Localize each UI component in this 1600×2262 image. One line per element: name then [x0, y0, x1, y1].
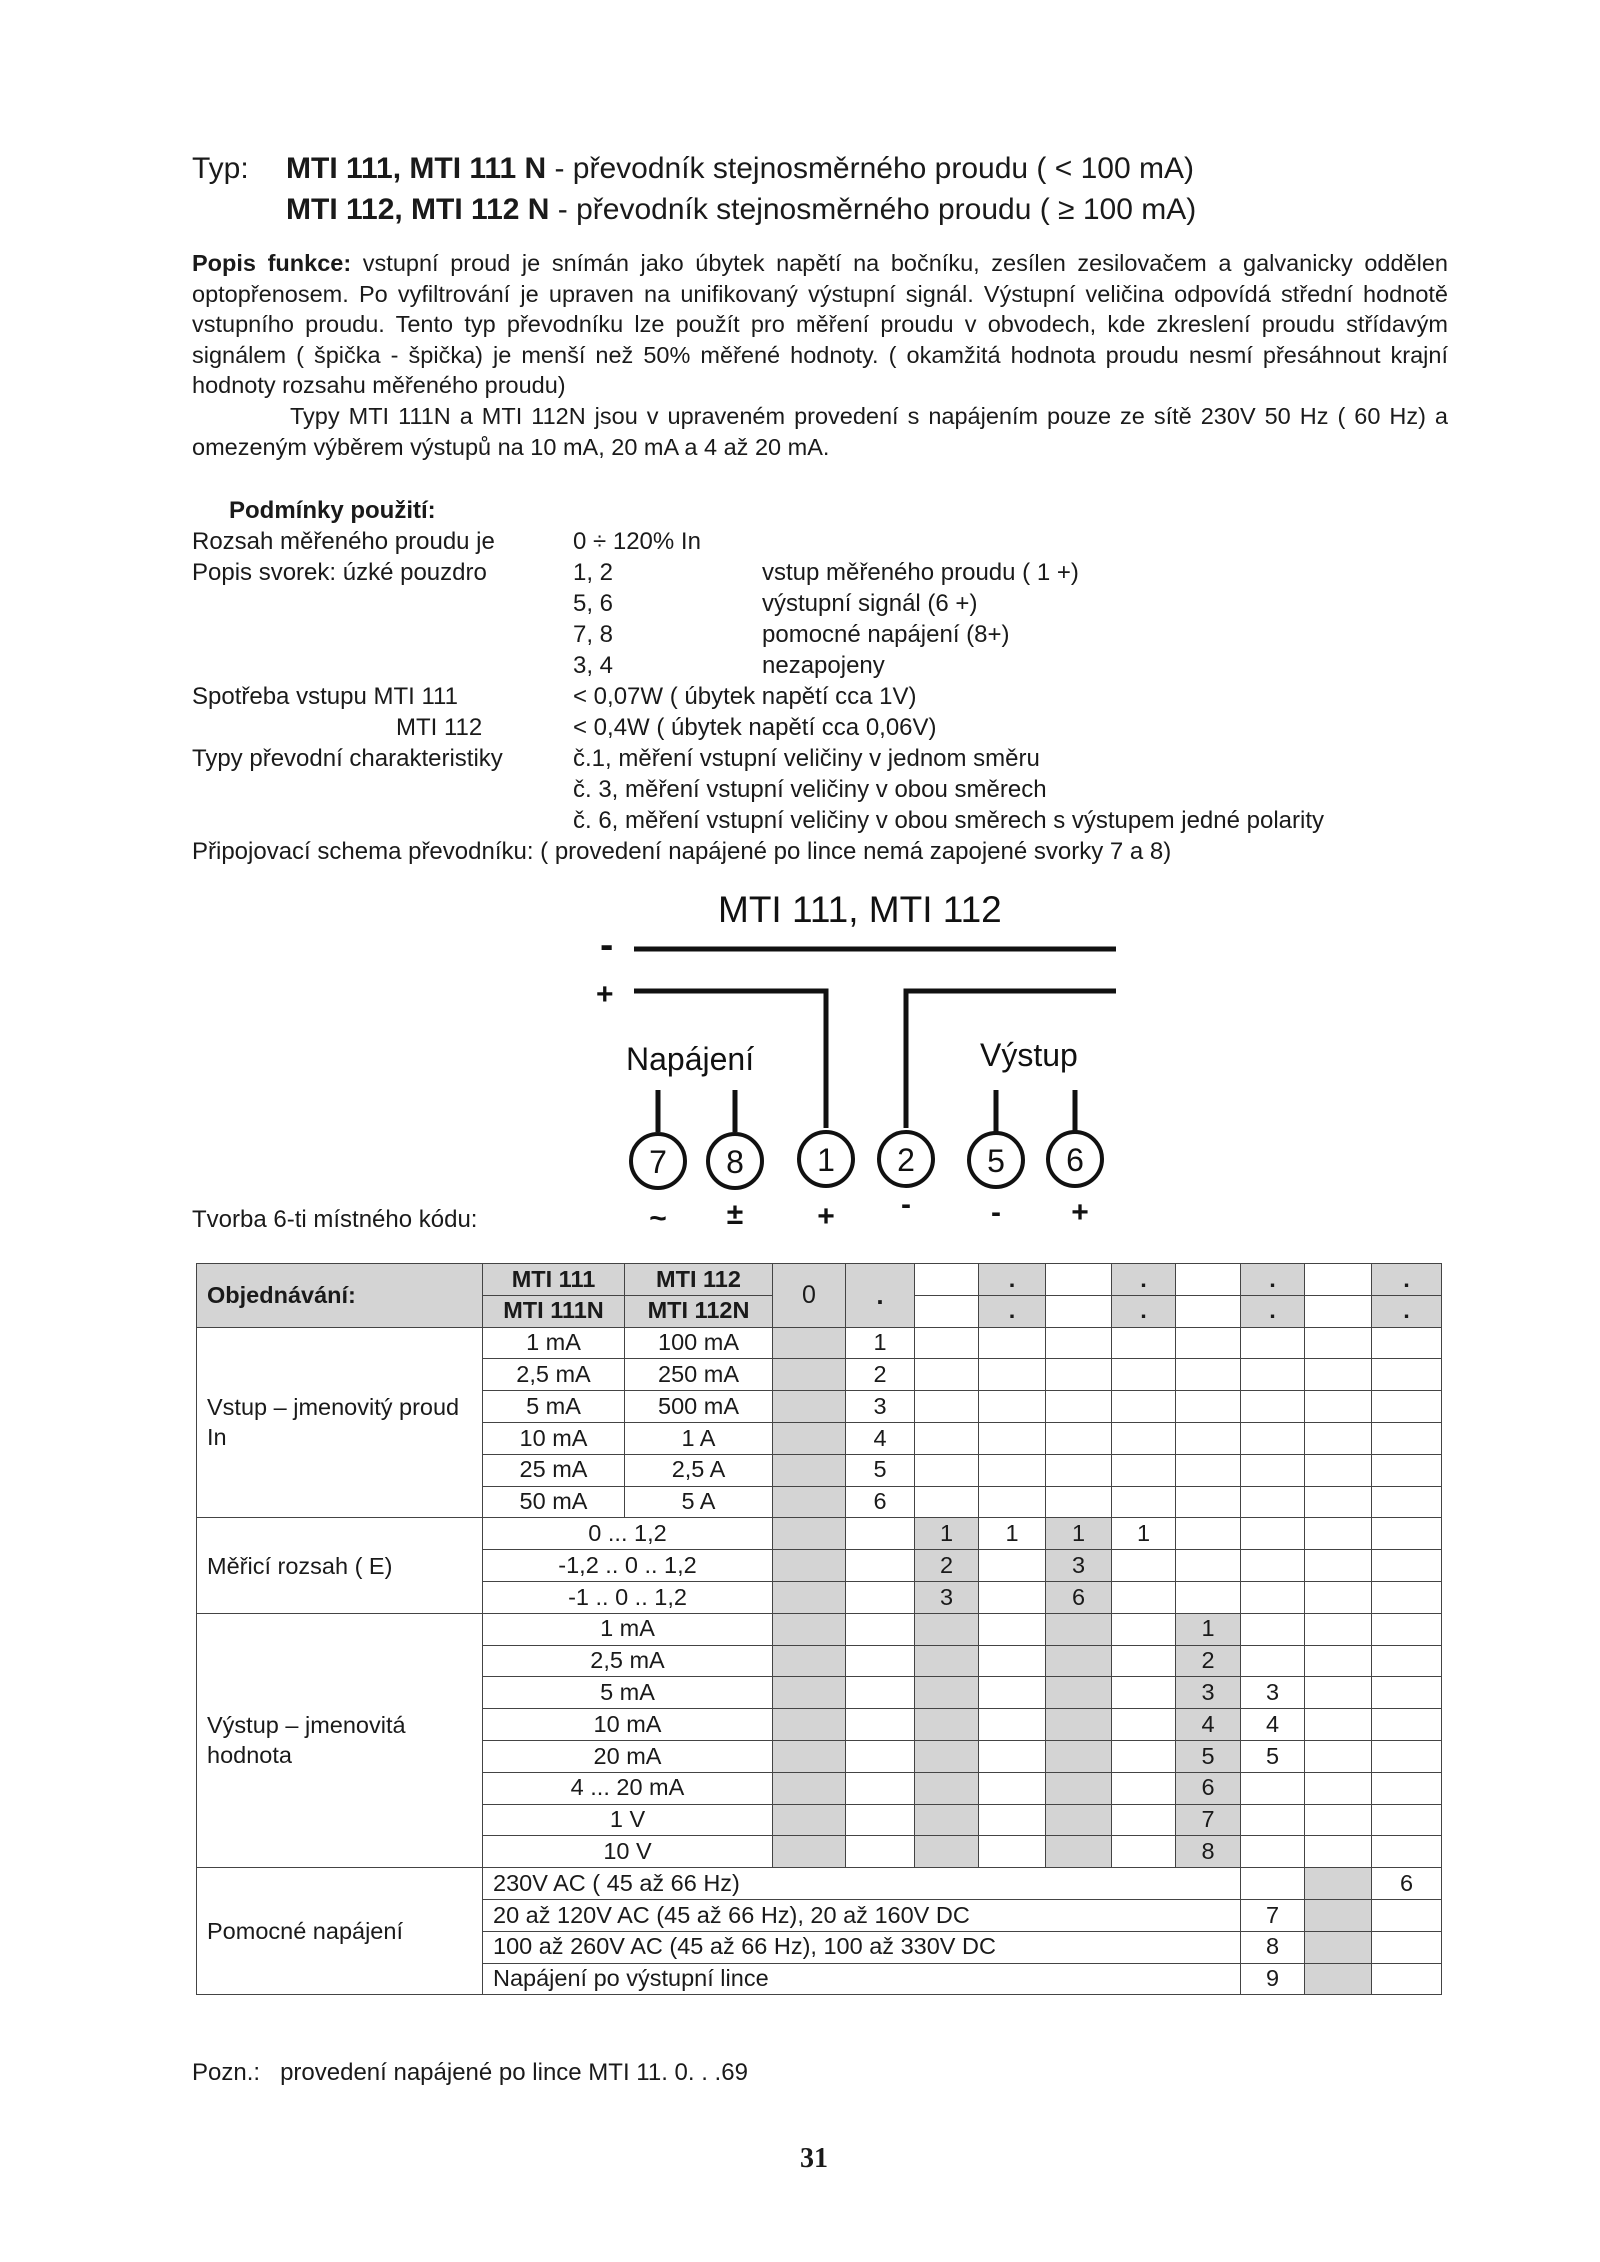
schema-label: Připojovací schema převodníku: ( provedení napájené po lince nemá zapojené svorky 7 a 8) — [192, 838, 1172, 865]
supply-code: 6 — [1372, 1868, 1442, 1900]
terminals-label: Popis svorek: úzké pouzdro — [192, 559, 487, 586]
supply-code: 9 — [1241, 1963, 1305, 1995]
code-cell — [915, 1264, 979, 1296]
types-label: Typy převodní charakteristiky — [192, 745, 503, 772]
output-code: 3 — [1176, 1677, 1241, 1709]
consumption-label: Spotřeba vstupu MTI 111 — [192, 683, 458, 710]
range-code: 3 — [1046, 1550, 1112, 1582]
type-desc-1: - převodník stejnosměrného proudu ( < 100 mA) — [546, 152, 1194, 185]
output-code: 7 — [1176, 1804, 1241, 1836]
input-value: 25 mA — [483, 1454, 625, 1486]
input-value: 2,5 mA — [483, 1359, 625, 1391]
range-group-label: Měřicí rozsah ( E) — [197, 1518, 483, 1613]
input-value: 1 A — [625, 1422, 773, 1454]
supply-code — [1372, 1963, 1442, 1995]
model-cell: MTI 111N — [483, 1295, 625, 1327]
range-label: Rozsah měřeného proudu je — [192, 528, 495, 555]
type-label: Typ: — [192, 152, 249, 185]
output-code: 6 — [1176, 1772, 1241, 1804]
polarity-label: - — [901, 1188, 911, 1221]
code-cell — [1046, 1264, 1112, 1296]
polarity-label: ~ — [649, 1202, 667, 1235]
range-code: 6 — [1046, 1581, 1112, 1613]
output-value: 2,5 mA — [483, 1645, 773, 1677]
output-value: 10 V — [483, 1836, 773, 1868]
range-value: 0 ÷ 120% In — [573, 528, 701, 555]
code-cell — [915, 1295, 979, 1327]
type-desc-2: - převodník stejnosměrného proudu ( ≥ 100 mA) — [549, 193, 1197, 226]
table-row — [197, 1613, 1442, 1645]
range-code: 1 — [915, 1518, 979, 1550]
function-text: vstupní proud je snímán jako úbytek napětí na bočníku, zesílen zesilovačem a galvanicky oddělen optopřenosem. Po vyfiltrování je upraven na unifikovaný výstupní signál. Výstupní veličina odpovídá střední hodnotě vstupního proudu. Tento typ převodníku lze použít pro měření proudu v obvodech, kde zkreslení proudu střídavým signálem ( špička - špička) je menší než 50% měřené hodnoty. ( okamžitá hodnota proudu nesmí přesáhnout krajní hodnoty rozsahu měřeného proudu) — [192, 250, 1448, 398]
consumption-112: < 0,4W ( úbytek napětí cca 0,06V) — [573, 714, 937, 741]
range-code — [1112, 1581, 1176, 1613]
code-label: Tvorba 6-ti místného kódu: — [192, 1206, 478, 1233]
table-row — [197, 1518, 1442, 1550]
input-value: 50 mA — [483, 1486, 625, 1518]
input-code: 6 — [846, 1486, 915, 1518]
supply-label: Napájení — [626, 1041, 755, 1077]
supply-value: 20 až 120V AC (45 až 66 Hz), 20 až 160V DC — [483, 1899, 1241, 1931]
type-models-2: MTI 112, MTI 112 N — [286, 193, 550, 226]
input-value: 5 A — [625, 1486, 773, 1518]
output-code — [1241, 1613, 1305, 1645]
input-code: 4 — [846, 1422, 915, 1454]
range-value: 0 ... 1,2 — [483, 1518, 773, 1550]
model-cell: MTI 112 — [625, 1264, 773, 1296]
input-value: 500 mA — [625, 1391, 773, 1423]
code-dot: . — [1372, 1295, 1442, 1327]
input-value: 5 mA — [483, 1391, 625, 1423]
output-code — [1241, 1804, 1305, 1836]
supply-value: Napájení po výstupní lince — [483, 1963, 1241, 1995]
code-dot: . — [979, 1295, 1046, 1327]
terminal-pins: 5, 6 — [573, 590, 614, 617]
supply-group-label: Pomocné napájení — [197, 1868, 483, 1995]
model-cell: MTI 111 — [483, 1264, 625, 1296]
code-dot: . — [1241, 1264, 1305, 1296]
terminal-number: 6 — [1066, 1142, 1084, 1178]
type-item: č.1, měření vstupní veličiny v jednom směru — [573, 745, 1040, 772]
output-code: 3 — [1241, 1677, 1305, 1709]
variant-description: Typy MTI 111N a MTI 112N jsou v upraveném provedení s napájením pouze ze sítě 230V 50 Hz ( 60 Hz) a omezeným výběrem výstupů na 10 mA, 20 mA a 4 až 20 mA. — [192, 403, 1448, 460]
terminal-circles — [631, 1132, 1102, 1188]
terminal-pins: 1, 2 — [573, 559, 614, 586]
range-value: -1 .. 0 .. 1,2 — [483, 1581, 773, 1613]
input-value: 250 mA — [625, 1359, 773, 1391]
output-code: 8 — [1176, 1836, 1241, 1868]
output-label: Výstup — [980, 1037, 1078, 1073]
terminal-desc: výstupní signál (6 +) — [762, 590, 978, 617]
range-code: 3 — [915, 1581, 979, 1613]
range-code: 1 — [1046, 1518, 1112, 1550]
terminal-desc: nezapojeny — [762, 652, 885, 679]
code-dot: . — [1112, 1295, 1176, 1327]
output-code: 5 — [1176, 1740, 1241, 1772]
output-code: 2 — [1176, 1645, 1241, 1677]
input-value: 2,5 A — [625, 1454, 773, 1486]
range-code: 2 — [915, 1550, 979, 1582]
plus-rail-label: + — [596, 978, 614, 1011]
supply-code: 8 — [1241, 1931, 1305, 1963]
table-row — [197, 1327, 1442, 1359]
code-cell — [1305, 1295, 1372, 1327]
input-code: 2 — [846, 1359, 915, 1391]
supply-code — [1372, 1931, 1442, 1963]
terminal-number: 1 — [817, 1142, 835, 1178]
note — [192, 2059, 748, 2087]
range-code — [979, 1550, 1046, 1582]
order-header-label: Objednávání: — [197, 1264, 483, 1328]
model-cell: MTI 112N — [625, 1295, 773, 1327]
supply-code: 7 — [1241, 1899, 1305, 1931]
diagram-title: MTI 111, MTI 112 — [718, 889, 1002, 930]
output-code — [1241, 1772, 1305, 1804]
code-dot: . — [979, 1264, 1046, 1296]
input-code: 5 — [846, 1454, 915, 1486]
input-value: 1 mA — [483, 1327, 625, 1359]
output-code: 4 — [1176, 1709, 1241, 1741]
range-code: 1 — [979, 1518, 1046, 1550]
function-label: Popis funkce: — [192, 250, 352, 276]
input-value: 10 mA — [483, 1422, 625, 1454]
output-code — [1241, 1645, 1305, 1677]
input-value: 100 mA — [625, 1327, 773, 1359]
range-code — [979, 1581, 1046, 1613]
table-row — [197, 1868, 1442, 1900]
consumption-label-112: MTI 112 — [396, 714, 483, 741]
type-item: č. 6, měření vstupní veličiny v obou směrech s výstupem jedné polarity — [573, 807, 1325, 834]
range-value: -1,2 .. 0 .. 1,2 — [483, 1550, 773, 1582]
type-models-1: MTI 111, MTI 111 N — [286, 152, 547, 185]
output-value: 4 ... 20 mA — [483, 1772, 773, 1804]
output-group-label: Výstup – jmenovitá hodnota — [197, 1613, 483, 1867]
code-cell — [1046, 1295, 1112, 1327]
terminal-number: 8 — [726, 1144, 744, 1180]
terminal-number: 7 — [649, 1144, 667, 1180]
supply-value: 230V AC ( 45 až 66 Hz) — [483, 1868, 1241, 1900]
output-value: 5 mA — [483, 1677, 773, 1709]
code-dot: . — [1241, 1295, 1305, 1327]
terminal-number: 5 — [987, 1143, 1005, 1179]
code-cell — [1176, 1264, 1241, 1296]
polarity-label: ± — [726, 1198, 744, 1231]
terminal-desc: vstup měřeného proudu ( 1 +) — [762, 559, 1079, 586]
code-cell — [1176, 1295, 1241, 1327]
order-table — [196, 1263, 1442, 1995]
table-row — [197, 1264, 1442, 1296]
terminal-number: 2 — [897, 1142, 915, 1178]
input-group-label: Vstup – jmenovitý proud In — [197, 1327, 483, 1518]
note-code: . 0. . .69 — [661, 2059, 748, 2086]
polarity-label: + — [1071, 1196, 1089, 1229]
range-code: 1 — [1112, 1518, 1176, 1550]
supply-value: 100 až 260V AC (45 až 66 Hz), 100 až 330V DC — [483, 1931, 1241, 1963]
output-value: 10 mA — [483, 1709, 773, 1741]
code-dot: . — [846, 1264, 915, 1328]
polarity-label: + — [817, 1200, 835, 1233]
input-code: 1 — [846, 1327, 915, 1359]
output-code: 4 — [1241, 1709, 1305, 1741]
supply-code — [1241, 1868, 1305, 1900]
conditions-title: Podmínky použití: — [229, 497, 436, 524]
code-zero: 0 — [773, 1264, 846, 1328]
range-code — [1112, 1550, 1176, 1582]
type-item: č. 3, měření vstupní veličiny v obou směrech — [573, 776, 1047, 803]
output-value: 1 V — [483, 1804, 773, 1836]
code-cell — [1305, 1264, 1372, 1296]
polarity-label: - — [991, 1196, 1001, 1229]
page-number: 31 — [800, 2143, 828, 2174]
output-value: 20 mA — [483, 1740, 773, 1772]
code-dot: . — [1112, 1264, 1176, 1296]
output-code — [1241, 1836, 1305, 1868]
terminal-pins: 7, 8 — [573, 621, 614, 648]
terminal-pins: 3, 4 — [573, 652, 614, 679]
note-label: Pozn.: — [192, 2059, 261, 2086]
output-code: 5 — [1241, 1740, 1305, 1772]
consumption-111: < 0,07W ( úbytek napětí cca 1V) — [573, 683, 917, 710]
note-text: provedení napájené po lince MTI 11 — [280, 2059, 662, 2086]
input-code: 3 — [846, 1391, 915, 1423]
output-code: 1 — [1176, 1613, 1241, 1645]
supply-code — [1372, 1899, 1442, 1931]
minus-rail-label: - — [600, 923, 614, 967]
output-value: 1 mA — [483, 1613, 773, 1645]
terminal-desc: pomocné napájení (8+) — [762, 621, 1010, 648]
code-dot: . — [1372, 1264, 1442, 1296]
